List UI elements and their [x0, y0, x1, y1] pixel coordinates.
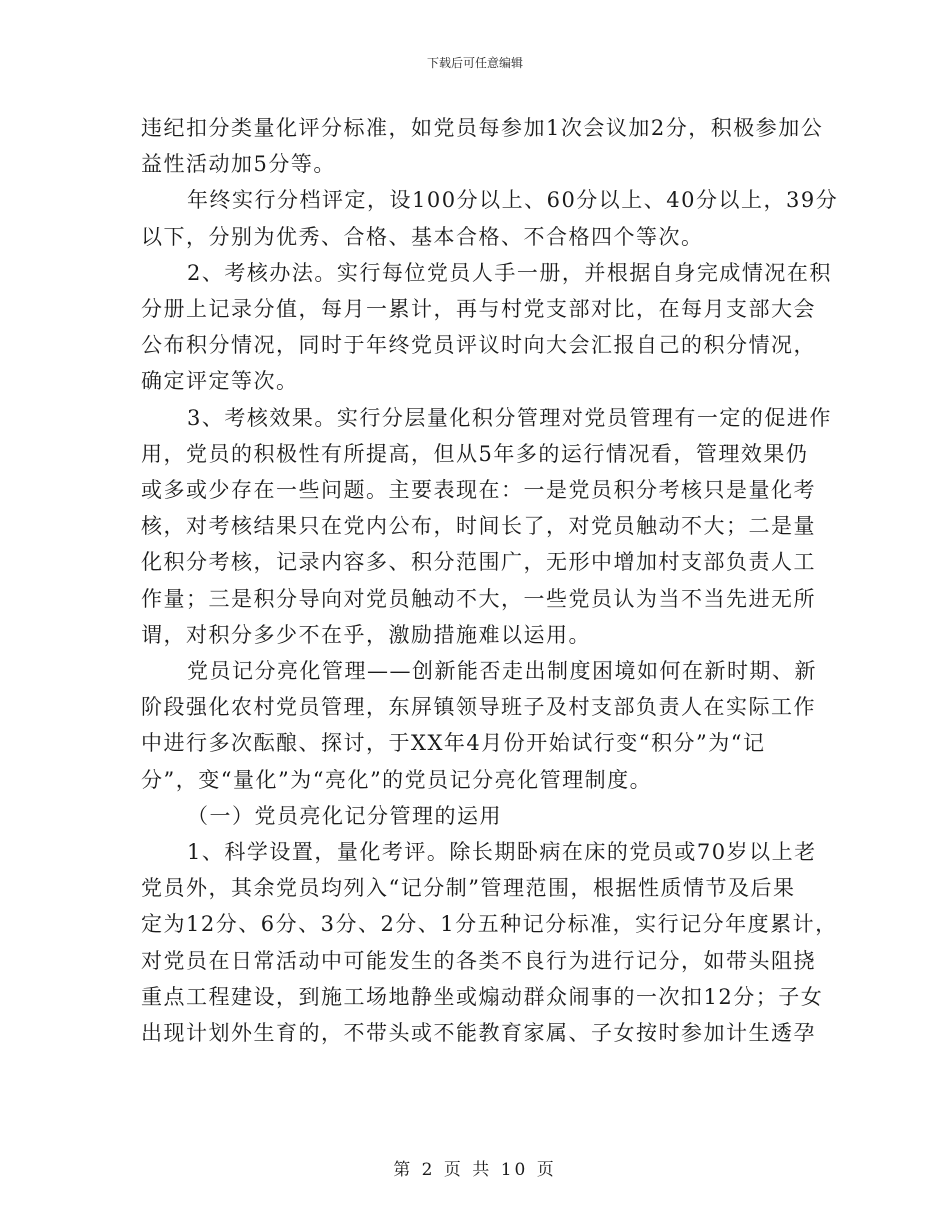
paragraph-line: 公布积分情况，同时于年终党员评议时向大会汇报自己的积分情况，: [141, 333, 816, 358]
paragraph-line: 或多或少存在一些问题。主要表现在：一是党员积分考核只是量化考: [141, 478, 816, 503]
paragraph-line: 2、考核办法。实行每位党员人手一册，并根据自身完成情况在积: [187, 260, 832, 285]
paragraph-line: 用，党员的积极性有所提高，但从5年多的运行情况看，管理效果仍: [141, 441, 809, 466]
paragraph-line: 化积分考核，记录内容多、积分范围广，无形中增加村支部负责人工: [141, 550, 816, 575]
paragraph-line: 定为12分、6分、3分、2分、1分五种记分标准，实行记分年度累计，: [141, 912, 838, 937]
paragraph-line: 分”，变“量化”为“亮化”的党员记分亮化管理制度。: [141, 767, 653, 792]
paragraph-line: 3、考核效果。实行分层量化积分管理对党员管理有一定的促进作: [187, 405, 832, 430]
paragraph-line: 违纪扣分类量化评分标准，如党员每参加1次会议加2分，积极参加公: [141, 116, 824, 140]
paragraph-line: 对党员在日常活动中可能发生的各类不良行为进行记分，如带头阻挠: [141, 948, 816, 973]
paragraph-line: 中进行多次酝酿、探讨，于XX年4月份开始试行变“积分”为“记: [141, 731, 766, 756]
paragraph-line: 分册上记录分值，每月一累计，再与村党支部对比，在每月支部大会: [141, 297, 816, 322]
paragraph-line: 出现计划外生育的，不带头或不能教育家属、子女按时参加计生透孕: [141, 1021, 816, 1046]
paragraph-line: 1、科学设置，量化考评。除长期卧病在床的党员或70岁以上老: [187, 840, 817, 865]
paragraph-line: 阶段强化农村党员管理，东屏镇领导班子及村支部负责人在实际工作: [141, 695, 816, 720]
page-number: 第 2 页 共 10 页: [393, 1160, 557, 1180]
paragraph-line: 益性活动加5分等。: [141, 152, 336, 177]
document-body: [141, 110, 839, 1051]
paragraph-line: 确定评定等次。: [141, 369, 299, 394]
paragraph-line: 党员外，其余党员均列入“记分制”管理范围，根据性质情节及后果: [141, 876, 796, 901]
paragraph-line: 年终实行分档评定，设100分以上、60分以上、40分以上，39分: [187, 188, 839, 213]
paragraph-line: 重点工程建设，到施工场地静坐或煽动群众闹事的一次扣12分；子女: [141, 984, 824, 1009]
paragraph-line: 以下，分别为优秀、合格、基本合格、不合格四个等次。: [141, 224, 704, 249]
section-heading: （一）党员亮化记分管理的运用: [187, 803, 502, 828]
paragraph-line: 作量；三是积分导向对党员触动不大，一些党员认为当不当先进无所: [141, 586, 816, 611]
paragraph-line: 谓，对积分多少不在乎，激励措施难以运用。: [141, 622, 591, 647]
paragraph-line: 核，对考核结果只在党内公布，时间长了，对党员触动不大；二是量: [141, 514, 816, 539]
paragraph-line: 党员记分亮化管理——创新能否走出制度困境如何在新时期、新: [187, 659, 817, 684]
header-note: 下载后可任意编辑: [426, 56, 523, 70]
